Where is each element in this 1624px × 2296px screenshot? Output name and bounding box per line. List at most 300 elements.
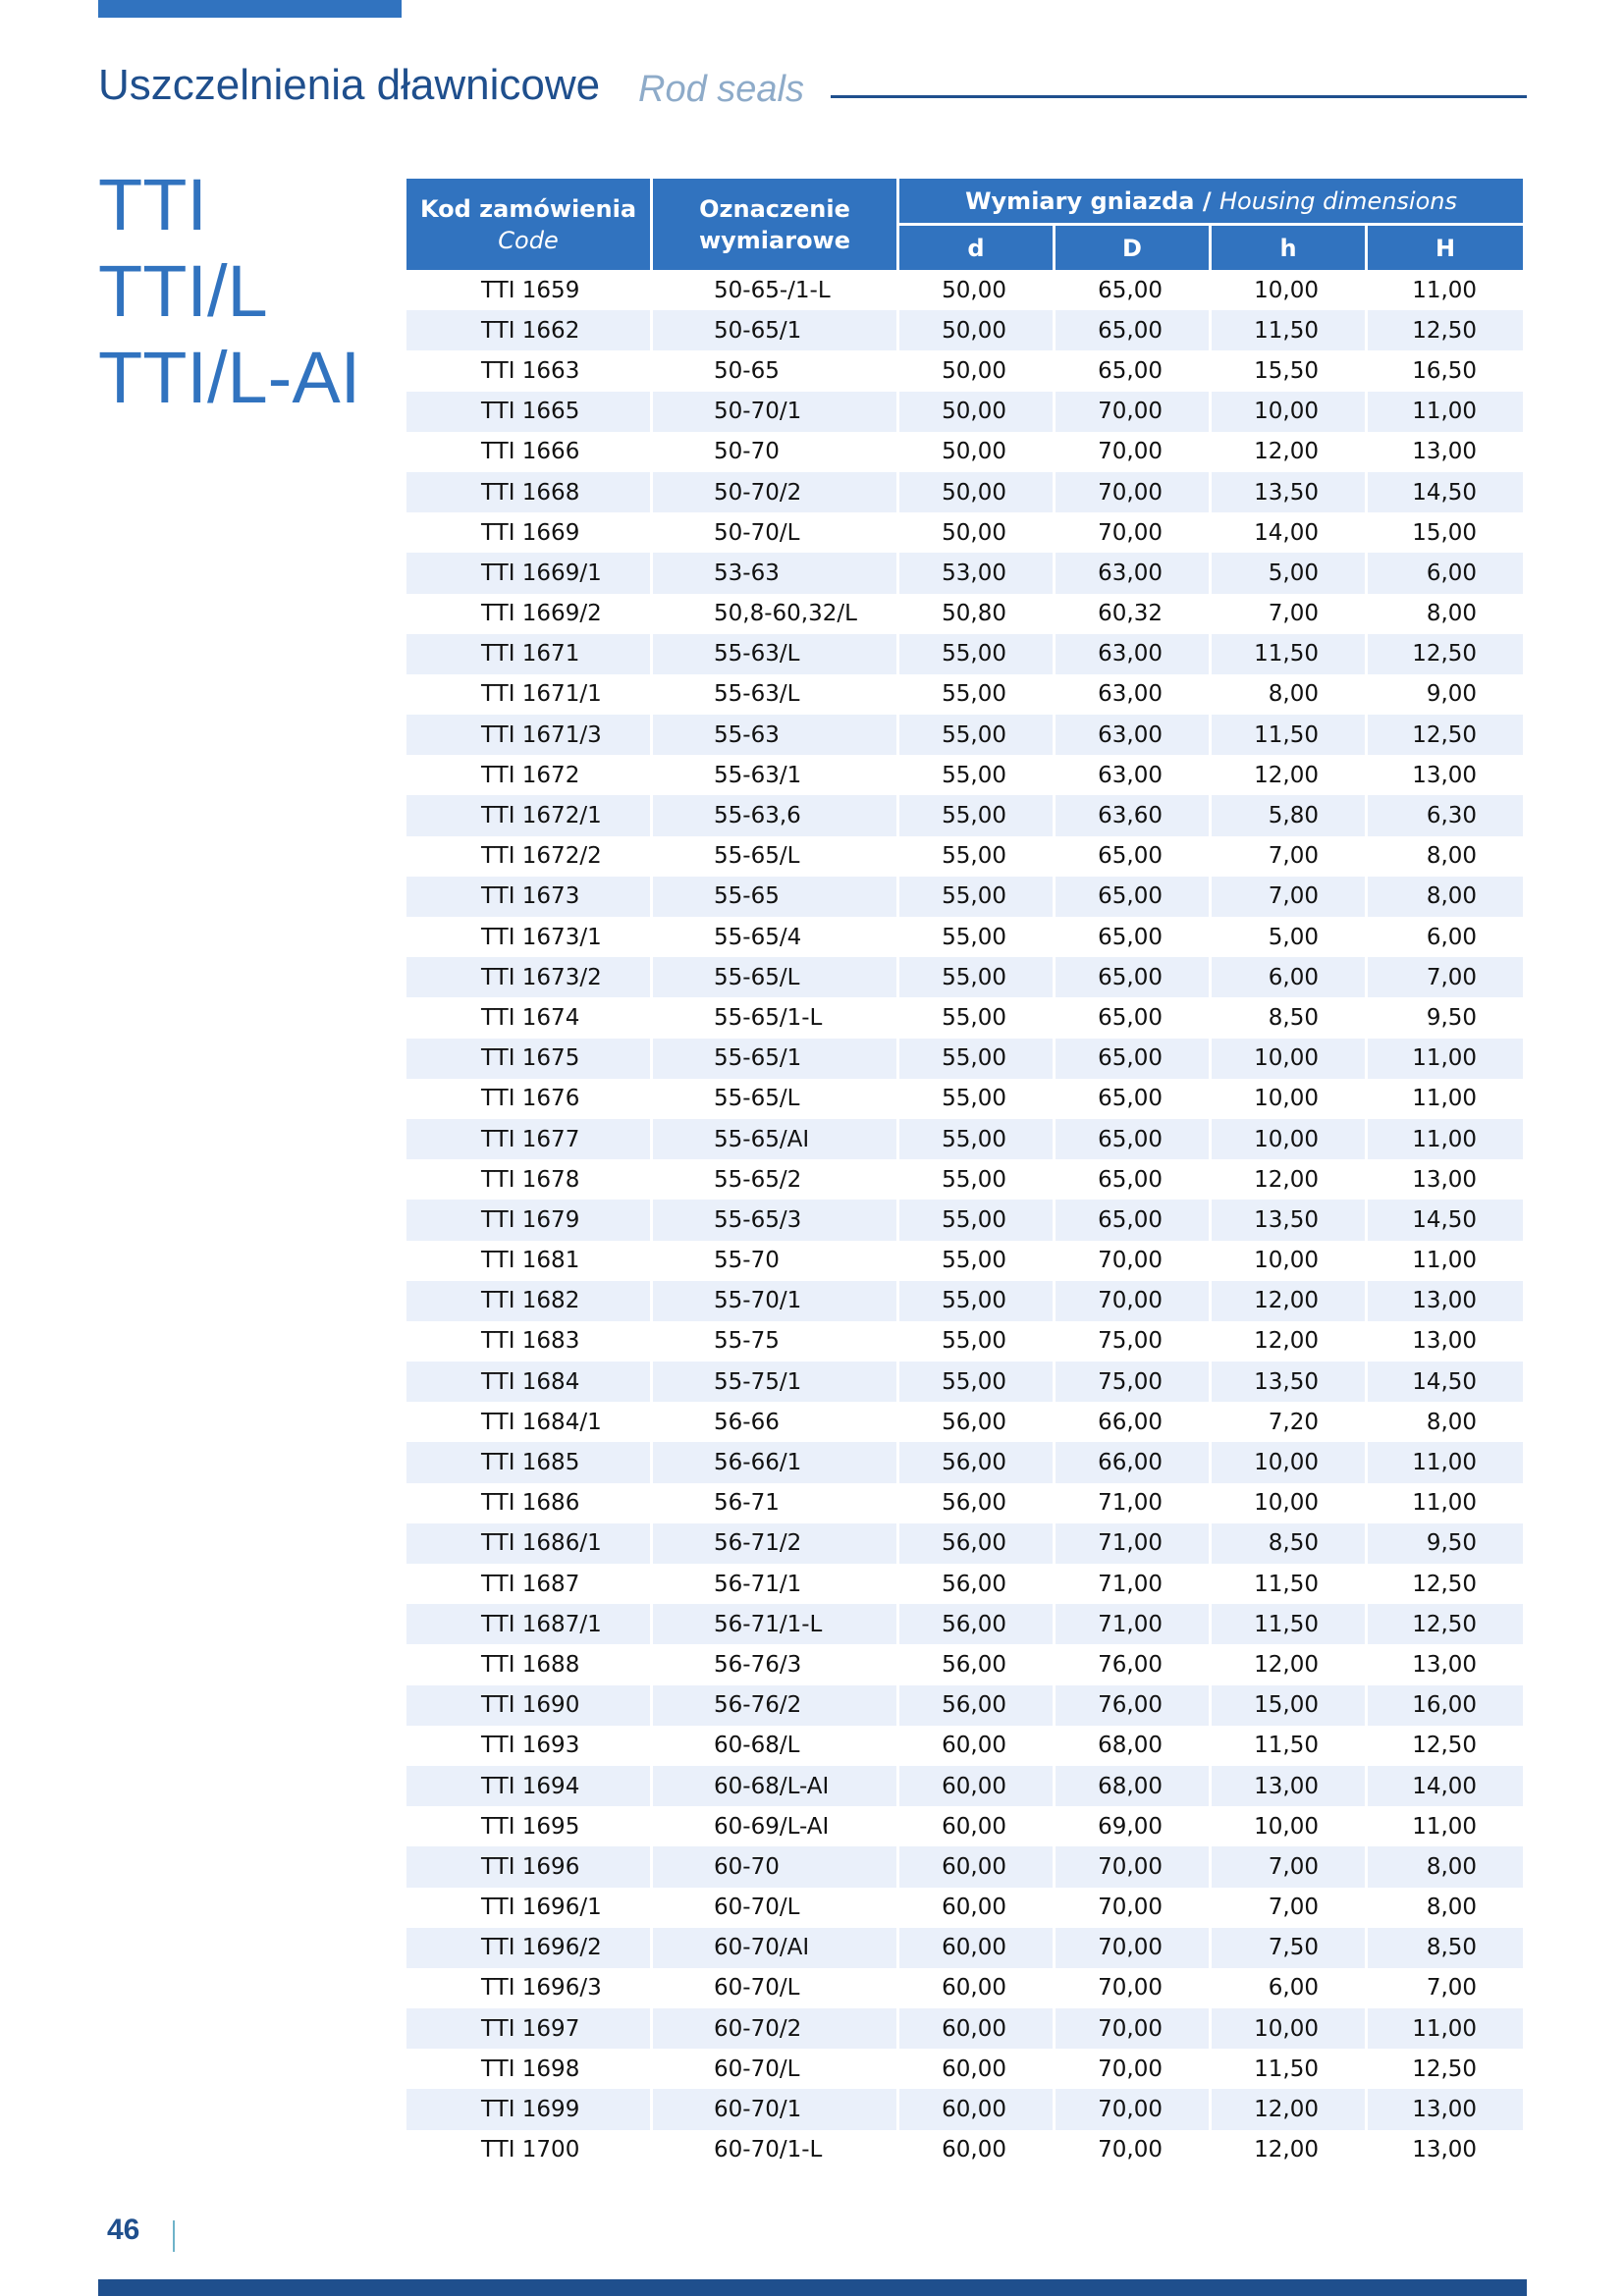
cell-code: TTI 1669/2 bbox=[481, 601, 602, 627]
cell-d: 50,00 bbox=[942, 277, 1006, 303]
cell-h: 10,00 bbox=[1212, 1442, 1365, 1482]
cell-d: 60,00 bbox=[899, 2008, 1053, 2049]
cell-D-outer: 71,00 bbox=[1098, 1490, 1163, 1517]
cell-H-total: 12,50 bbox=[1412, 1571, 1478, 1597]
cell-code: TTI 1665 bbox=[406, 392, 650, 432]
cell-d: 55,00 bbox=[899, 715, 1053, 755]
cell-H-total: 9,50 bbox=[1426, 1004, 1478, 1031]
cell-h: 7,00 bbox=[1268, 601, 1319, 627]
cell-h: 11,50 bbox=[1212, 310, 1365, 350]
cell-d: 50,00 bbox=[899, 310, 1053, 350]
cell-H-total: 9,50 bbox=[1368, 1523, 1523, 1564]
cell-designation: 55-63/1 bbox=[714, 762, 802, 788]
cell-code: TTI 1693 bbox=[481, 1733, 580, 1759]
cell-h: 10,00 bbox=[1212, 1119, 1365, 1159]
cell-code: TTI 1686/1 bbox=[406, 1523, 650, 1564]
cell-h: 11,50 bbox=[1254, 1733, 1319, 1759]
cell-code: TTI 1684/1 bbox=[481, 1409, 602, 1435]
cell-D-outer: 68,00 bbox=[1056, 1766, 1209, 1806]
cell-h: 12,00 bbox=[1254, 762, 1319, 788]
column-header-code bbox=[406, 179, 650, 270]
table-row bbox=[406, 997, 1523, 1038]
cell-h: 12,00 bbox=[1212, 2089, 1365, 2129]
cell-designation: 55-63/L bbox=[714, 681, 800, 708]
cell-D-outer: 65,00 bbox=[1098, 843, 1163, 870]
cell-d: 55,00 bbox=[899, 1039, 1053, 1079]
cell-d: 55,00 bbox=[899, 1281, 1053, 1321]
cell-h: 11,50 bbox=[1212, 634, 1365, 674]
cell-designation: 55-65/L bbox=[653, 957, 896, 997]
table-row bbox=[406, 1644, 1523, 1684]
cell-code: TTI 1672 bbox=[481, 762, 580, 788]
cell-code: TTI 1669 bbox=[481, 519, 580, 546]
cell-code: TTI 1673/2 bbox=[406, 957, 650, 997]
cell-H-total: 13,00 bbox=[1368, 1281, 1523, 1321]
cell-H-total: 8,00 bbox=[1426, 601, 1478, 627]
cell-h: 13,50 bbox=[1212, 1362, 1365, 1402]
cell-H-total: 11,00 bbox=[1368, 1442, 1523, 1482]
product-title-tti-l: TTI/L bbox=[98, 250, 268, 332]
cell-H-total: 11,00 bbox=[1412, 1813, 1478, 1840]
cell-D-outer: 65,00 bbox=[1056, 1119, 1209, 1159]
cell-d: 55,00 bbox=[942, 1328, 1006, 1355]
header-divider bbox=[831, 95, 1527, 98]
column-group-sublabel: Housing dimensions bbox=[1218, 187, 1457, 215]
cell-designation: 53-63 bbox=[653, 553, 896, 593]
cell-H-total: 12,50 bbox=[1412, 1733, 1478, 1759]
dimensions-table bbox=[404, 179, 1526, 2170]
cell-designation: 50-70/2 bbox=[653, 472, 896, 512]
cell-d: 55,00 bbox=[942, 1004, 1006, 1031]
cell-H-total: 11,00 bbox=[1368, 1119, 1523, 1159]
cell-h: 7,00 bbox=[1212, 1846, 1365, 1887]
column-header-d: d bbox=[899, 223, 1053, 270]
cell-D-outer: 65,00 bbox=[1056, 1039, 1209, 1079]
cell-designation: 55-65/L bbox=[714, 843, 800, 870]
cell-H-total: 6,30 bbox=[1368, 795, 1523, 835]
column-group-label: Wymiary gniazda bbox=[965, 187, 1195, 215]
cell-code: TTI 1694 bbox=[406, 1766, 650, 1806]
cell-H-total: 12,50 bbox=[1368, 1604, 1523, 1644]
cell-D-outer: 71,00 bbox=[1056, 1523, 1209, 1564]
cell-h: 13,00 bbox=[1212, 1766, 1365, 1806]
cell-D-outer: 65,00 bbox=[1098, 1004, 1163, 1031]
cell-h: 15,00 bbox=[1212, 1685, 1365, 1726]
cell-designation: 60-68/L-AI bbox=[653, 1766, 896, 1806]
cell-d: 56,00 bbox=[899, 1604, 1053, 1644]
cell-code: TTI 1685 bbox=[406, 1442, 650, 1482]
cell-d: 50,00 bbox=[899, 392, 1053, 432]
cell-d: 56,00 bbox=[899, 1442, 1053, 1482]
cell-designation: 55-70/1 bbox=[653, 1281, 896, 1321]
cell-H-total: 12,50 bbox=[1368, 715, 1523, 755]
cell-d: 50,80 bbox=[942, 601, 1006, 627]
cell-H-total: 13,00 bbox=[1412, 439, 1478, 465]
table-row bbox=[406, 1321, 1523, 1362]
column-header-designation-line1: Oznaczenie bbox=[699, 194, 850, 223]
cell-d: 50,00 bbox=[942, 519, 1006, 546]
cell-h: 10,00 bbox=[1254, 1813, 1319, 1840]
cell-designation: 50-70 bbox=[714, 439, 780, 465]
cell-d: 55,00 bbox=[899, 957, 1053, 997]
cell-h: 8,50 bbox=[1268, 1004, 1319, 1031]
product-title-tti: TTI bbox=[98, 164, 207, 245]
cell-h: 7,00 bbox=[1268, 843, 1319, 870]
table-row bbox=[406, 634, 1523, 674]
table-row bbox=[406, 1604, 1523, 1644]
table-row bbox=[406, 1119, 1523, 1159]
cell-code: TTI 1671/1 bbox=[481, 681, 602, 708]
cell-D-outer: 63,00 bbox=[1098, 762, 1163, 788]
cell-h: 8,50 bbox=[1212, 1523, 1365, 1564]
table-body bbox=[406, 270, 1523, 2170]
cell-D-outer: 65,00 bbox=[1098, 357, 1163, 384]
cell-H-total: 12,50 bbox=[1368, 634, 1523, 674]
page-number-separator bbox=[173, 2220, 175, 2252]
cell-code: TTI 1700 bbox=[481, 2137, 580, 2163]
cell-code: TTI 1671 bbox=[406, 634, 650, 674]
table-row bbox=[406, 472, 1523, 512]
cell-h: 10,00 bbox=[1254, 1490, 1319, 1517]
table-row bbox=[406, 957, 1523, 997]
cell-d: 55,00 bbox=[942, 843, 1006, 870]
product-titles bbox=[98, 162, 360, 421]
cell-d: 55,00 bbox=[899, 1362, 1053, 1402]
cell-D-outer: 65,00 bbox=[1098, 277, 1163, 303]
cell-designation: 56-66/1 bbox=[653, 1442, 896, 1482]
bottom-accent-bar bbox=[98, 2279, 1527, 2296]
column-header-H-total: H bbox=[1368, 223, 1523, 270]
cell-designation: 60-70/L bbox=[714, 2056, 800, 2082]
cell-designation: 56-71 bbox=[714, 1490, 780, 1517]
cell-h: 5,80 bbox=[1212, 795, 1365, 835]
table-row bbox=[406, 432, 1523, 472]
cell-designation: 60-70 bbox=[653, 1846, 896, 1887]
cell-code: TTI 1696 bbox=[406, 1846, 650, 1887]
cell-designation: 55-63,6 bbox=[653, 795, 896, 835]
cell-H-total: 13,00 bbox=[1412, 1328, 1478, 1355]
cell-D-outer: 65,00 bbox=[1056, 877, 1209, 917]
cell-h: 11,50 bbox=[1254, 1571, 1319, 1597]
cell-H-total: 11,00 bbox=[1412, 1490, 1478, 1517]
cell-H-total: 12,50 bbox=[1368, 310, 1523, 350]
cell-h: 6,00 bbox=[1212, 957, 1365, 997]
cell-D-outer: 71,00 bbox=[1098, 1571, 1163, 1597]
cell-code: TTI 1683 bbox=[481, 1328, 580, 1355]
cell-code: TTI 1668 bbox=[406, 472, 650, 512]
cell-designation: 56-66 bbox=[714, 1409, 780, 1435]
cell-D-outer: 70,00 bbox=[1056, 1281, 1209, 1321]
cell-D-outer: 70,00 bbox=[1056, 2089, 1209, 2129]
cell-code: TTI 1669/1 bbox=[406, 553, 650, 593]
top-accent-bar bbox=[98, 0, 402, 18]
column-group-housing-dimensions bbox=[899, 179, 1523, 223]
column-header-code-label: Kod zamówienia bbox=[419, 194, 637, 223]
cell-d: 55,00 bbox=[899, 1119, 1053, 1159]
page-header bbox=[98, 61, 1527, 120]
cell-code: TTI 1659 bbox=[481, 277, 580, 303]
cell-D-outer: 63,00 bbox=[1098, 681, 1163, 708]
cell-designation: 55-65/L bbox=[714, 1086, 800, 1112]
cell-H-total: 8,50 bbox=[1368, 1928, 1523, 1968]
cell-designation: 50-70/1 bbox=[653, 392, 896, 432]
cell-D-outer: 63,60 bbox=[1056, 795, 1209, 835]
cell-code: TTI 1696/1 bbox=[481, 1895, 602, 1921]
table-row bbox=[406, 1766, 1523, 1806]
cell-d: 53,00 bbox=[899, 553, 1053, 593]
cell-code: TTI 1698 bbox=[481, 2056, 580, 2082]
cell-h: 13,50 bbox=[1212, 1200, 1365, 1240]
cell-H-total: 6,00 bbox=[1426, 924, 1478, 950]
page-title: Uszczelnienia dławnicowe bbox=[98, 61, 601, 109]
product-title-tti-l-ai: TTI/L-AI bbox=[98, 337, 361, 418]
cell-d: 60,00 bbox=[942, 1975, 1006, 2002]
cell-D-outer: 70,00 bbox=[1098, 1248, 1163, 1274]
cell-D-outer: 70,00 bbox=[1056, 392, 1209, 432]
page-number: 46 bbox=[107, 2214, 140, 2246]
table-row bbox=[406, 1685, 1523, 1726]
cell-designation: 60-70/L bbox=[714, 1975, 800, 2002]
cell-designation: 50-65/1 bbox=[653, 310, 896, 350]
cell-D-outer: 66,00 bbox=[1056, 1442, 1209, 1482]
cell-D-outer: 65,00 bbox=[1056, 310, 1209, 350]
cell-d: 60,00 bbox=[942, 2137, 1006, 2163]
cell-H-total: 12,50 bbox=[1412, 2056, 1478, 2082]
cell-h: 12,00 bbox=[1254, 2137, 1319, 2163]
cell-code: TTI 1697 bbox=[406, 2008, 650, 2049]
table-row bbox=[406, 2008, 1523, 2049]
cell-D-outer: 63,00 bbox=[1056, 634, 1209, 674]
table-row bbox=[406, 1564, 1523, 1604]
cell-code: TTI 1684 bbox=[406, 1362, 650, 1402]
cell-h: 7,00 bbox=[1268, 1895, 1319, 1921]
cell-d: 60,00 bbox=[899, 1766, 1053, 1806]
cell-designation: 55-65/4 bbox=[714, 924, 802, 950]
cell-D-outer: 70,00 bbox=[1056, 1928, 1209, 1968]
table-row bbox=[406, 392, 1523, 432]
cell-H-total: 16,00 bbox=[1368, 1685, 1523, 1726]
table-row bbox=[406, 2089, 1523, 2129]
cell-d: 56,00 bbox=[942, 1490, 1006, 1517]
cell-designation: 50-65 bbox=[714, 357, 780, 384]
table-row bbox=[406, 917, 1523, 957]
cell-d: 55,00 bbox=[942, 1248, 1006, 1274]
cell-H-total: 14,50 bbox=[1368, 472, 1523, 512]
cell-D-outer: 63,00 bbox=[1056, 715, 1209, 755]
table-row bbox=[406, 674, 1523, 715]
cell-code: TTI 1679 bbox=[406, 1200, 650, 1240]
cell-h: 7,20 bbox=[1268, 1409, 1319, 1435]
cell-D-outer: 76,00 bbox=[1098, 1651, 1163, 1678]
cell-designation: 60-70/AI bbox=[653, 1928, 896, 1968]
cell-h: 10,00 bbox=[1254, 1248, 1319, 1274]
cell-D-outer: 65,00 bbox=[1098, 1086, 1163, 1112]
cell-H-total: 14,50 bbox=[1368, 1362, 1523, 1402]
cell-d: 55,00 bbox=[942, 1166, 1006, 1193]
table-row bbox=[406, 1968, 1523, 2008]
table-row bbox=[406, 310, 1523, 350]
cell-H-total: 13,00 bbox=[1412, 1651, 1478, 1678]
cell-code: TTI 1695 bbox=[481, 1813, 580, 1840]
cell-code: TTI 1671/3 bbox=[406, 715, 650, 755]
cell-D-outer: 60,32 bbox=[1098, 601, 1163, 627]
cell-d: 55,00 bbox=[942, 762, 1006, 788]
cell-d: 55,00 bbox=[899, 795, 1053, 835]
cell-h: 10,00 bbox=[1212, 1039, 1365, 1079]
cell-d: 50,00 bbox=[899, 472, 1053, 512]
cell-designation: 60-70/2 bbox=[653, 2008, 896, 2049]
cell-code: TTI 1681 bbox=[481, 1248, 580, 1274]
cell-d: 50,00 bbox=[942, 439, 1006, 465]
cell-h: 6,00 bbox=[1268, 1975, 1319, 2002]
cell-D-outer: 70,00 bbox=[1098, 2056, 1163, 2082]
table-row bbox=[406, 1362, 1523, 1402]
cell-d: 56,00 bbox=[942, 1651, 1006, 1678]
cell-D-outer: 75,00 bbox=[1056, 1362, 1209, 1402]
cell-H-total: 11,00 bbox=[1368, 2008, 1523, 2049]
table-row bbox=[406, 553, 1523, 593]
cell-H-total: 11,00 bbox=[1412, 277, 1478, 303]
cell-designation: 60-70/1 bbox=[653, 2089, 896, 2129]
cell-D-outer: 69,00 bbox=[1098, 1813, 1163, 1840]
table-row bbox=[406, 1079, 1523, 1119]
cell-h: 7,00 bbox=[1212, 877, 1365, 917]
table-row bbox=[406, 594, 1523, 634]
cell-h: 5,00 bbox=[1268, 924, 1319, 950]
cell-H-total: 13,00 bbox=[1412, 1166, 1478, 1193]
cell-code: TTI 1686 bbox=[481, 1490, 580, 1517]
table-row bbox=[406, 1241, 1523, 1281]
cell-code: TTI 1682 bbox=[406, 1281, 650, 1321]
cell-h: 10,00 bbox=[1254, 277, 1319, 303]
table-row bbox=[406, 1928, 1523, 1968]
cell-code: TTI 1678 bbox=[481, 1166, 580, 1193]
cell-d: 56,00 bbox=[942, 1409, 1006, 1435]
cell-d: 60,00 bbox=[899, 1846, 1053, 1887]
cell-code: TTI 1687/1 bbox=[406, 1604, 650, 1644]
cell-designation: 55-75/1 bbox=[653, 1362, 896, 1402]
cell-D-outer: 63,00 bbox=[1056, 553, 1209, 593]
cell-h: 5,00 bbox=[1212, 553, 1365, 593]
table-row bbox=[406, 1483, 1523, 1523]
cell-D-outer: 70,00 bbox=[1098, 1975, 1163, 2002]
cell-code: TTI 1688 bbox=[481, 1651, 580, 1678]
cell-H-total: 11,00 bbox=[1412, 1248, 1478, 1274]
column-group-separator: / bbox=[1202, 187, 1212, 215]
cell-designation: 55-63 bbox=[653, 715, 896, 755]
column-header-code-sublabel: Code bbox=[498, 226, 559, 254]
table-row bbox=[406, 755, 1523, 795]
cell-code: TTI 1673/1 bbox=[481, 924, 602, 950]
cell-d: 55,00 bbox=[942, 1086, 1006, 1112]
table-row bbox=[406, 836, 1523, 877]
cell-H-total: 13,00 bbox=[1368, 2089, 1523, 2129]
cell-H-total: 8,00 bbox=[1368, 1846, 1523, 1887]
cell-designation: 60-68/L bbox=[714, 1733, 800, 1759]
table-row bbox=[406, 2049, 1523, 2089]
cell-H-total: 13,00 bbox=[1412, 762, 1478, 788]
cell-h: 11,50 bbox=[1254, 2056, 1319, 2082]
cell-code: TTI 1675 bbox=[406, 1039, 650, 1079]
cell-D-outer: 70,00 bbox=[1056, 2008, 1209, 2049]
table-row bbox=[406, 1442, 1523, 1482]
cell-designation: 60-70/L bbox=[714, 1895, 800, 1921]
cell-d: 55,00 bbox=[899, 1200, 1053, 1240]
table-row bbox=[406, 350, 1523, 391]
cell-designation: 56-76/2 bbox=[653, 1685, 896, 1726]
cell-D-outer: 68,00 bbox=[1098, 1733, 1163, 1759]
cell-D-outer: 75,00 bbox=[1098, 1328, 1163, 1355]
cell-D-outer: 70,00 bbox=[1056, 1846, 1209, 1887]
cell-h: 13,50 bbox=[1212, 472, 1365, 512]
cell-d: 56,00 bbox=[942, 1571, 1006, 1597]
cell-D-outer: 65,00 bbox=[1056, 1200, 1209, 1240]
cell-d: 60,00 bbox=[942, 1813, 1006, 1840]
table-row bbox=[406, 512, 1523, 553]
table-row bbox=[406, 1039, 1523, 1079]
cell-code: TTI 1696/2 bbox=[406, 1928, 650, 1968]
cell-code: TTI 1687 bbox=[481, 1571, 580, 1597]
cell-D-outer: 65,00 bbox=[1098, 1166, 1163, 1193]
cell-H-total: 7,00 bbox=[1426, 1975, 1478, 2002]
cell-code: TTI 1690 bbox=[406, 1685, 650, 1726]
cell-D-outer: 70,00 bbox=[1098, 439, 1163, 465]
cell-d: 60,00 bbox=[899, 2089, 1053, 2129]
cell-designation: 56-71/1 bbox=[714, 1571, 802, 1597]
cell-designation: 55-65/1 bbox=[653, 1039, 896, 1079]
cell-designation: 55-65/3 bbox=[653, 1200, 896, 1240]
cell-H-total: 8,00 bbox=[1426, 1895, 1478, 1921]
cell-designation: 50-70/L bbox=[714, 519, 800, 546]
table-row bbox=[406, 715, 1523, 755]
cell-d: 60,00 bbox=[942, 2056, 1006, 2082]
cell-h: 12,00 bbox=[1212, 1281, 1365, 1321]
cell-d: 56,00 bbox=[899, 1523, 1053, 1564]
column-header-designation bbox=[653, 179, 896, 270]
cell-D-outer: 71,00 bbox=[1056, 1604, 1209, 1644]
cell-H-total: 6,00 bbox=[1368, 553, 1523, 593]
cell-H-total: 14,00 bbox=[1368, 1766, 1523, 1806]
cell-d: 60,00 bbox=[942, 1895, 1006, 1921]
cell-H-total: 14,50 bbox=[1368, 1200, 1523, 1240]
cell-d: 60,00 bbox=[899, 1928, 1053, 1968]
cell-designation: 60-69/L-AI bbox=[714, 1813, 830, 1840]
column-header-designation-line2: wymiarowe bbox=[698, 226, 851, 254]
cell-D-outer: 65,00 bbox=[1098, 924, 1163, 950]
cell-d: 55,00 bbox=[942, 924, 1006, 950]
table-row bbox=[406, 1726, 1523, 1766]
table-row bbox=[406, 1888, 1523, 1928]
cell-H-total: 11,00 bbox=[1368, 392, 1523, 432]
cell-D-outer: 76,00 bbox=[1056, 1685, 1209, 1726]
table-row bbox=[406, 1402, 1523, 1442]
cell-h: 14,00 bbox=[1254, 519, 1319, 546]
cell-designation: 55-65 bbox=[653, 877, 896, 917]
cell-designation: 50,8-60,32/L bbox=[714, 601, 857, 627]
cell-code: TTI 1676 bbox=[481, 1086, 580, 1112]
column-header-h: h bbox=[1212, 223, 1365, 270]
cell-designation: 56-71/1-L bbox=[653, 1604, 896, 1644]
table-row bbox=[406, 1200, 1523, 1240]
cell-h: 12,00 bbox=[1254, 1328, 1319, 1355]
cell-h: 10,00 bbox=[1254, 1086, 1319, 1112]
cell-designation: 56-71/2 bbox=[653, 1523, 896, 1564]
page-subtitle: Rod seals bbox=[638, 69, 804, 110]
cell-h: 8,00 bbox=[1268, 681, 1319, 708]
cell-D-outer: 65,00 bbox=[1056, 957, 1209, 997]
cell-code: TTI 1696/3 bbox=[481, 1975, 602, 2002]
cell-d: 55,00 bbox=[899, 634, 1053, 674]
